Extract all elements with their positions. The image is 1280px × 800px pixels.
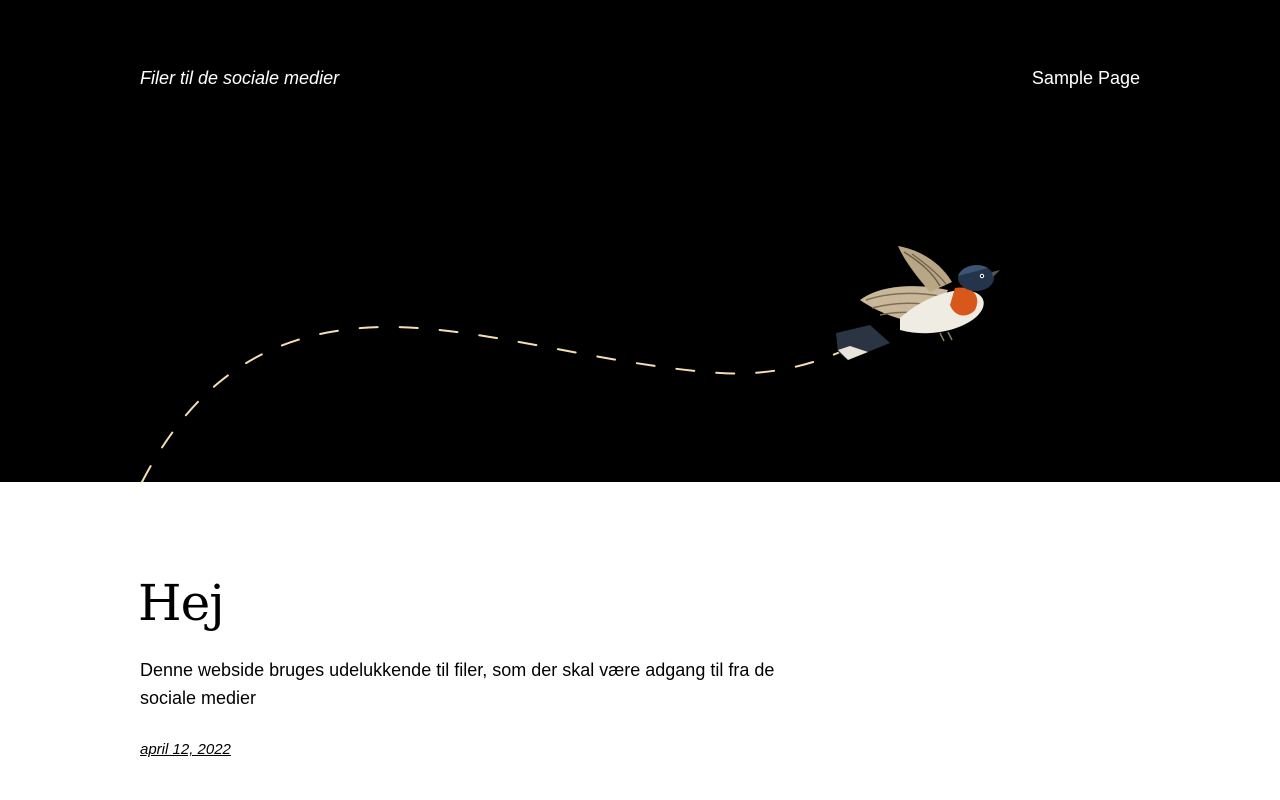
post-date-link[interactable]: april 12, 2022 <box>140 741 231 758</box>
post-excerpt: Denne webside bruges udelukkende til filer, som der skal være adgang til fra de sociale medier <box>140 660 775 708</box>
dashed-flight-trail <box>142 327 840 482</box>
post-title[interactable]: Hej <box>138 574 224 632</box>
nav-item-sample-page[interactable]: Sample Page <box>1031 68 1140 88</box>
bird-icon <box>836 246 1000 360</box>
site-title-link[interactable]: Filer til de sociale medier <box>140 68 340 88</box>
